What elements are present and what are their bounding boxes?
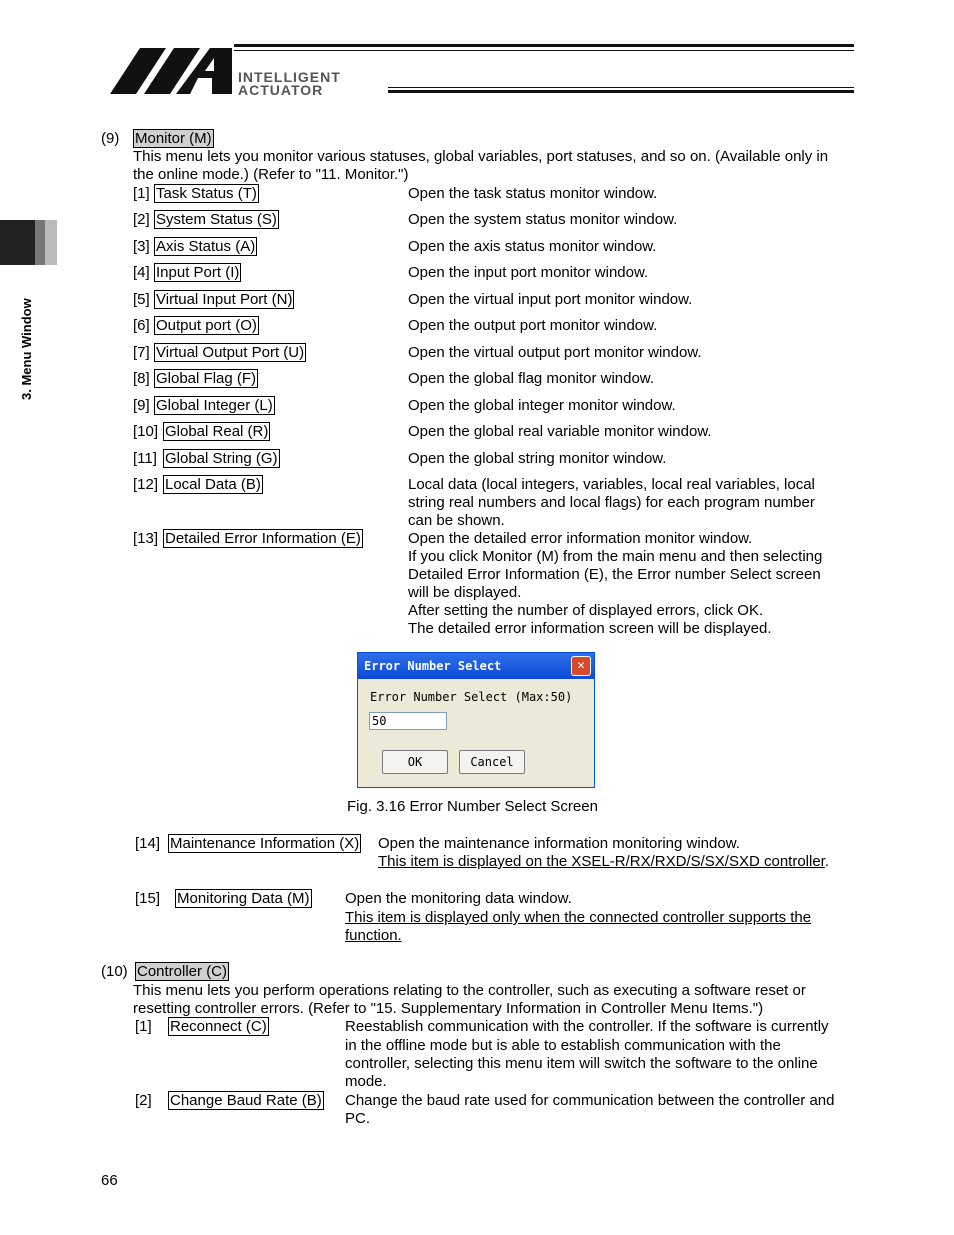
menu-item-name: Global Integer (L): [156, 397, 273, 414]
menu-item-name: Virtual Output Port (U): [156, 344, 305, 361]
item-description: Open the input port monitor window.: [408, 264, 649, 281]
section-description: the online mode.) (Refer to "11. Monitor."): [133, 166, 409, 183]
item-description: The detailed error information screen will be displayed.: [408, 620, 772, 637]
item-number: [13]: [133, 530, 159, 547]
logo-text-actuator: ACTUATOR: [238, 82, 324, 98]
chapter-tab-marker: [0, 220, 57, 265]
error-number-input[interactable]: 50: [369, 712, 447, 730]
section-number: (10): [101, 963, 128, 980]
item-description: Open the task status monitor window.: [408, 185, 658, 202]
item-number: [1]: [133, 185, 150, 202]
item-description: Open the virtual input port monitor window.: [408, 291, 693, 308]
item-description: Open the detailed error information monitor window.: [408, 530, 753, 547]
dialog-titlebar: [358, 653, 594, 679]
item-description: controller, selecting this menu item will switch the software to the online: [345, 1055, 818, 1072]
item-number: [15]: [135, 890, 161, 907]
menu-item-name: Input Port (I): [156, 264, 240, 281]
item-note: This item is displayed on the XSEL-R/RX/RXD/S/SX/SXD controller: [378, 853, 825, 870]
item-description: can be shown.: [408, 512, 505, 529]
item-note: This item is displayed only when the connected controller supports the: [345, 909, 812, 926]
item-number: [2]: [135, 1092, 152, 1109]
item-description: PC.: [345, 1110, 371, 1127]
item-description: If you click Monitor (M) from the main menu and then selecting: [408, 548, 823, 565]
menu-item-maintenance-info: Maintenance Information (X): [170, 835, 360, 852]
menu-item-name: Output port (O): [156, 317, 257, 334]
menu-item-local-data: Local Data (B): [165, 476, 261, 493]
menu-item-name: Global Real (R): [165, 423, 269, 440]
menu-item-name: Global Flag (F): [156, 370, 257, 387]
menu-item-name: Virtual Input Port (N): [156, 291, 293, 308]
dialog-label: Error Number Select (Max:50): [370, 690, 573, 704]
section-description: This menu lets you monitor various statuses, global variables, port statuses, and so on. (Available only in: [133, 148, 829, 165]
error-number-select-dialog: [357, 652, 595, 788]
item-description: Open the maintenance information monitoring window.: [378, 835, 740, 852]
item-description: mode.: [345, 1073, 387, 1090]
item-number: [1]: [135, 1018, 152, 1035]
item-description: will be displayed.: [408, 584, 522, 601]
menu-item-reconnect: Reconnect (C): [170, 1018, 267, 1035]
menu-item-name: System Status (S): [156, 211, 277, 228]
item-number: [2]: [133, 211, 150, 228]
item-description: Local data (local integers, variables, local real variables, local: [408, 476, 815, 493]
item-description: Reestablish communication with the controller. If the software is currently: [345, 1018, 829, 1035]
company-logo: [110, 44, 860, 96]
item-description: Detailed Error Information (E), the Error number Select screen: [408, 566, 821, 583]
section-title-monitor: Monitor (M): [135, 130, 212, 147]
item-number: [9]: [133, 397, 150, 414]
dialog-title: Error Number Select: [364, 659, 502, 673]
item-number: [5]: [133, 291, 150, 308]
menu-item-name: Axis Status (A): [156, 238, 256, 255]
item-number: [4]: [133, 264, 150, 281]
item-number: [10]: [133, 423, 159, 440]
item-number: [11]: [133, 450, 157, 467]
item-number: [3]: [133, 238, 150, 255]
item-description: Open the output port monitor window.: [408, 317, 658, 334]
item-description: Open the global real variable monitor window.: [408, 423, 712, 440]
item-description: After setting the number of displayed errors, click OK.: [408, 602, 764, 619]
item-number: [14]: [135, 835, 161, 852]
close-icon[interactable]: ✕: [571, 656, 591, 676]
logo-text-intelligent: INTELLIGENT: [238, 69, 341, 85]
item-description: Open the monitoring data window.: [345, 890, 572, 907]
menu-item-name: Global String (G): [165, 450, 278, 467]
section-title-controller: Controller (C): [137, 963, 228, 980]
page-number: 66: [101, 1172, 118, 1189]
item-number: [7]: [133, 344, 150, 361]
item-description: Open the axis status monitor window.: [408, 238, 657, 255]
item-number: [12]: [133, 476, 159, 493]
menu-item-monitoring-data: Monitoring Data (M): [177, 890, 310, 907]
item-number: [6]: [133, 317, 150, 334]
item-note-end: .: [824, 853, 830, 870]
item-description: Open the system status monitor window.: [408, 211, 678, 228]
section-number: (9): [101, 130, 120, 147]
ok-button[interactable]: OK: [382, 750, 448, 774]
item-description: Open the global flag monitor window.: [408, 370, 654, 387]
item-description: Open the virtual output port monitor window.: [408, 344, 702, 361]
menu-item-name: Task Status (T): [156, 185, 257, 202]
item-description: Open the global string monitor window.: [408, 450, 667, 467]
item-description: in the offline mode but is able to establish communication with the: [345, 1037, 781, 1054]
menu-item-change-baud-rate: Change Baud Rate (B): [170, 1092, 322, 1109]
item-description: Open the global integer monitor window.: [408, 397, 676, 414]
cancel-button[interactable]: Cancel: [459, 750, 525, 774]
item-description: Change the baud rate used for communication between the controller and: [345, 1092, 835, 1109]
item-note: function.: [345, 927, 402, 944]
menu-item-detailed-error: Detailed Error Information (E): [165, 530, 361, 547]
item-number: [8]: [133, 370, 150, 387]
chapter-label: 3. Menu Window: [19, 298, 34, 400]
figure-caption: Fig. 3.16 Error Number Select Screen: [347, 798, 598, 815]
section-description: This menu lets you perform operations relating to the controller, such as executing a software reset or: [133, 982, 806, 999]
section-description: resetting controller errors. (Refer to "15. Supplementary Information in Controller Menu Items."): [133, 1000, 764, 1017]
item-description: string real numbers and local flags) for each program number: [408, 494, 815, 511]
